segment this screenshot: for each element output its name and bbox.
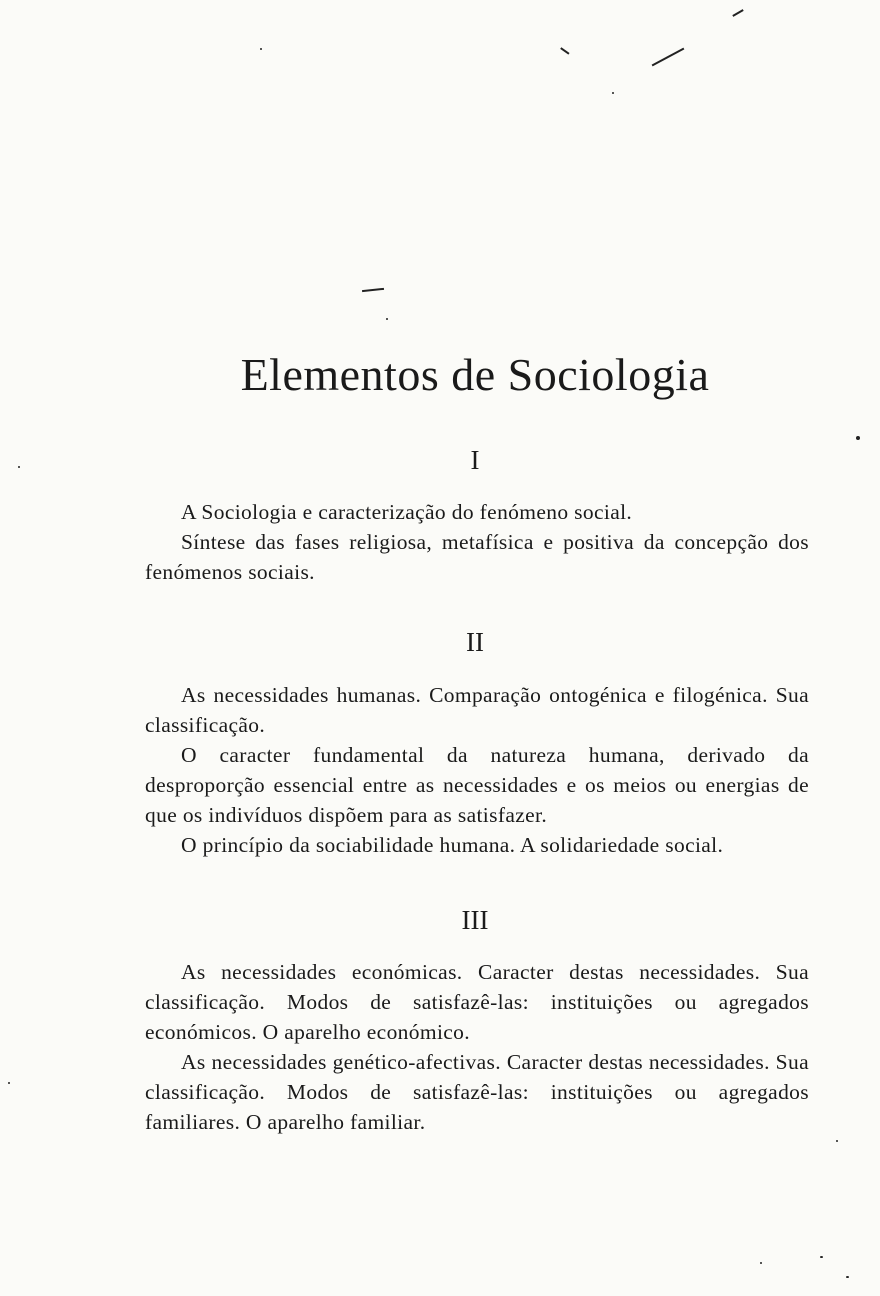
section-number: III	[461, 905, 489, 935]
scan-speck	[760, 1262, 762, 1264]
scan-speck	[820, 1256, 823, 1258]
scan-mark	[652, 48, 685, 67]
scan-speck	[846, 1276, 849, 1278]
section-body	[145, 957, 809, 1137]
section-body	[145, 497, 809, 587]
scan-speck	[856, 436, 860, 440]
scan-speck	[612, 92, 614, 94]
section-number: I	[470, 445, 480, 475]
scan-mark	[560, 47, 569, 54]
scan-speck	[386, 318, 388, 320]
scan-speck	[8, 1082, 10, 1084]
section-body	[145, 680, 809, 860]
paragraph: O princípio da sociabilidade humana. A solidariedade social.	[181, 833, 724, 857]
paragraph: Síntese das fases religiosa, metafísica e positiva da concepção dos fenómenos sociais.	[145, 530, 809, 584]
paragraph: As necessidades genético-afectivas. Caracter destas necessidades. Sua classificação. Modos de satisfazê-las: instituições ou agregados familiares. O aparelho familiar.	[145, 1050, 809, 1134]
paragraph: As necessidades económicas. Caracter destas necessidades. Sua classificação. Modos de satisfazê-las: instituições ou agregados económicos. O aparelho económico.	[145, 960, 809, 1044]
scan-speck	[836, 1140, 838, 1142]
section-number: II	[466, 627, 484, 657]
paragraph: A Sociologia e caracterização do fenómeno social.	[181, 500, 633, 524]
scan-mark	[732, 9, 743, 17]
scan-mark	[362, 288, 384, 292]
scan-speck	[260, 48, 262, 50]
paragraph: As necessidades humanas. Comparação ontogénica e filogénica. Sua classificação.	[145, 683, 809, 737]
page-title: Elementos de Sociologia	[240, 349, 710, 400]
paragraph: O caracter fundamental da natureza humana, derivado da desproporção essencial entre as necessidades e os meios ou energias de que os indivíduos dispõem para as satisfazer.	[145, 743, 809, 827]
